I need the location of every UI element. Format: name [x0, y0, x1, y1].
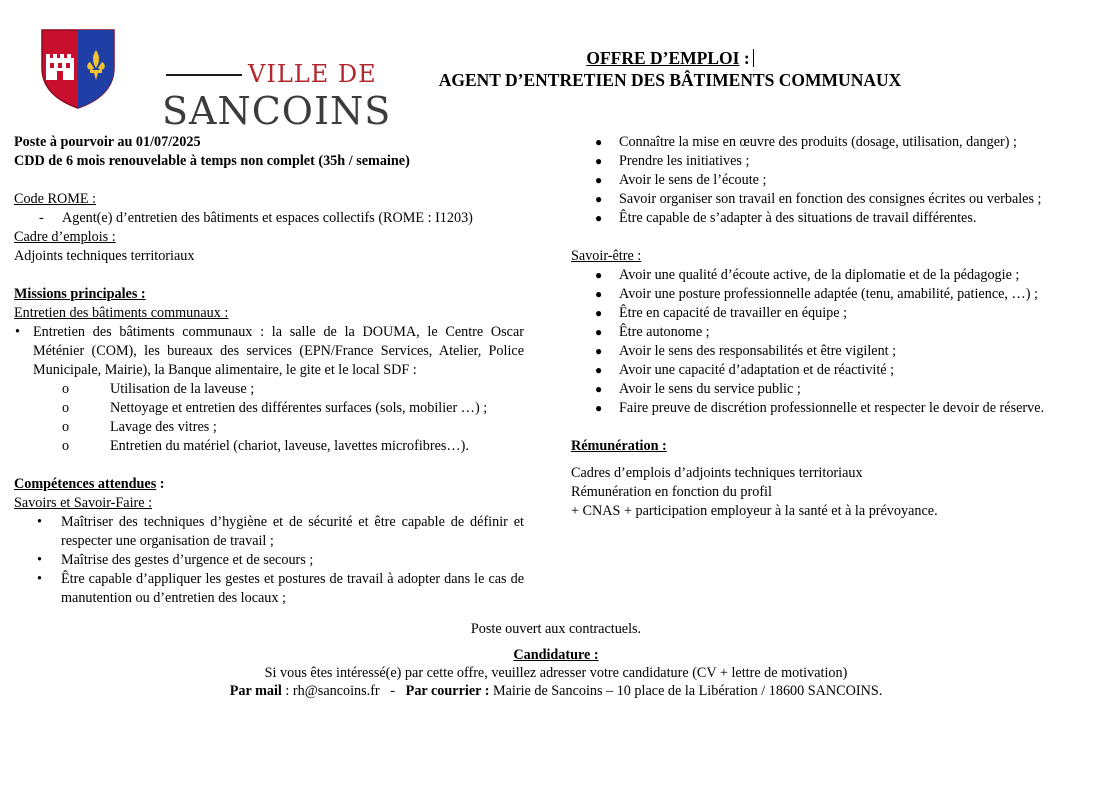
mission-item: • Entretien des bâtiments communaux : la salle de la DOUMA, le Centre Oscar Méténier (COM), les bureaux des services (EPN/France Services, Atelier, Police Municipale, Mairie), la Banque alimentaire, le gite et le local SDF : [15, 324, 524, 378]
sub-item: o Nettoyage et entretien des différentes surfaces (sols, mobilier …) ; [62, 400, 488, 416]
savoir-item: • Être capable d’appliquer les gestes et postures de travail à adopter dans le cas de manutention ou d’entretien des locaux ; [37, 571, 524, 606]
remuneration-line: Rémunération en fonction du profil [571, 484, 772, 500]
candidature-text: Si vous êtes intéressé(e) par cette offre, veuillez adresser votre candidature (CV + lettre de motivation) [264, 665, 848, 681]
logo-ville-text: VILLE DE [248, 60, 377, 88]
title-colon: : [739, 48, 750, 68]
savoir-etre-item: ● Avoir le sens du service public ; [595, 381, 801, 397]
savoir-item: ● Connaître la mise en œuvre des produits (dosage, utilisation, danger) ; [595, 134, 1017, 150]
par-mail-label: Par mail [229, 683, 282, 699]
par-mail-value: : rh@sancoins.fr - [281, 683, 406, 699]
entretien-label: Entretien des bâtiments communaux : [14, 305, 229, 321]
savoir-item: ● Prendre les initiatives ; [595, 153, 750, 169]
savoir-item: ● Savoir organiser son travail en fonction des consignes écrites ou verbales ; [595, 191, 1042, 207]
savoir-etre-item: ● Faire preuve de discrétion professionnelle et respecter le devoir de réserve. [595, 400, 1045, 416]
poste-ouvert: Poste ouvert aux contractuels. [470, 621, 642, 637]
sub-item: o Entretien du matériel (chariot, laveuse, lavettes microfibres…). [62, 438, 469, 454]
remuneration-line: Cadres d’emplois d’adjoints techniques territoriaux [571, 465, 863, 481]
contact-line [0, 682, 1112, 701]
savoirs-label: Savoirs et Savoir-Faire : [14, 495, 153, 511]
savoir-etre-item: ● Avoir le sens des responsabilités et être vigilent ; [595, 343, 897, 359]
left-column [14, 133, 524, 608]
contract-type: CDD de 6 mois renouvelable à temps non complet (35h / semaine) [14, 153, 410, 169]
savoir-etre-item: ● Avoir une qualité d’écoute active, de la diplomatie et de la pédagogie ; [595, 267, 1020, 283]
missions-heading: Missions principales : [14, 286, 146, 302]
title-offre: OFFRE D’EMPLOI [586, 48, 740, 68]
title-job: AGENT D’ENTRETIEN DES BÂTIMENTS COMMUNAUX [438, 70, 902, 90]
savoir-item: • Maîtrise des gestes d’urgence et de secours ; [37, 552, 314, 568]
poste-date: Poste à pourvoir au 01/07/2025 [14, 134, 201, 150]
par-courrier-label: Par courrier : [405, 683, 490, 699]
logo-town-name: SANCOINS [162, 89, 392, 133]
par-courrier-value: Mairie de Sancoins – 10 place de la Libération / 18600 SANCOINS. [489, 683, 883, 699]
savoir-item: ● Avoir le sens de l’écoute ; [595, 172, 767, 188]
sub-item: o Lavage des vitres ; [62, 419, 217, 435]
page-title [380, 47, 960, 91]
sub-item: o Utilisation de la laveuse ; [62, 381, 255, 397]
text-cursor [753, 49, 754, 67]
code-rome-label: Code ROME : [14, 191, 96, 207]
candidature-heading: Candidature : [513, 647, 599, 663]
savoir-item: ● Être capable de s’adapter à des situations de travail différentes. [595, 210, 977, 226]
savoir-etre-label: Savoir-être : [571, 248, 642, 264]
code-rome-item: - Agent(e) d’entretien des bâtiments et espaces collectifs (ROME : I1203) [39, 210, 473, 226]
cadre-label: Cadre d’emplois : [14, 229, 116, 245]
coat-of-arms-icon [40, 28, 116, 110]
right-column [571, 133, 1081, 521]
remuneration-line: + CNAS + participation employeur à la santé et à la prévoyance. [571, 503, 938, 519]
competences-heading: Compétences attendues : [14, 476, 165, 492]
savoir-etre-item: ● Avoir une posture professionnelle adaptée (tenu, amabilité, patience, …) ; [595, 286, 1038, 302]
cadre-value: Adjoints techniques territoriaux [14, 248, 195, 264]
savoir-etre-item: ● Être en capacité de travailler en équipe ; [595, 305, 848, 321]
savoir-etre-item: ● Avoir une capacité d’adaptation et de réactivité ; [595, 362, 895, 378]
savoir-etre-item: ● Être autonome ; [595, 324, 710, 340]
logo-rule [166, 74, 242, 76]
town-logo [40, 28, 392, 133]
remuneration-heading: Rémunération : [571, 438, 667, 454]
savoir-item: • Maîtriser des techniques d’hygiène et de sécurité et être capable de définir et respecter une organisation de travail ; [37, 514, 524, 549]
